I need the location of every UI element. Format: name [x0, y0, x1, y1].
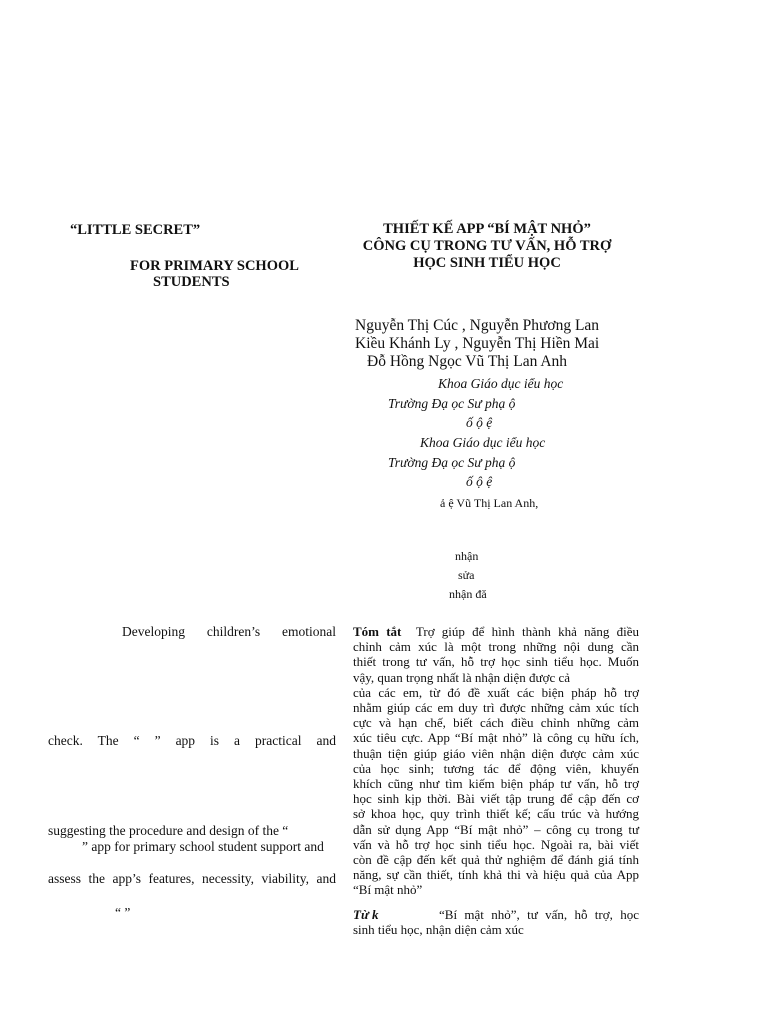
abstract-line-5: của các em, từ đó đề xuất các biện pháp hỗ trợ — [353, 684, 639, 700]
vietnamese-title-line-1: THIẾT KẾ APP “BÍ MẬT NHỎ” — [383, 221, 591, 237]
corresponding-author: ả ệ Vũ Thị Lan Anh, — [440, 496, 539, 510]
affiliation-line-3: ố ộ ệ — [466, 415, 493, 430]
abstract-label: Tóm tắt — [353, 624, 402, 639]
english-abstract-line-4: ” app for primary school student support and — [82, 839, 324, 854]
vietnamese-abstract — [353, 624, 639, 898]
abstract-line-2: chỉnh cảm xúc là một trong những nội dung cần — [353, 639, 639, 655]
abstract-line-9: thuận tiện giúp giáo viên nhận diện được cảm xúc — [353, 745, 639, 761]
abstract-line-18: “Bí mật nhỏ” — [353, 882, 423, 898]
affiliation-line-5: Trường Đạ ọc Sư phạ ộ — [388, 455, 516, 470]
vietnamese-title-line-2: CÔNG CỤ TRONG TƯ VẤN, HỖ TRỢ — [362, 238, 612, 254]
abstract-line-13: sở khoa học, quy trình thiết kế; cấu trúc và hướng — [353, 806, 639, 822]
keywords-line-2: sinh tiểu học, nhận diện cảm xúc — [353, 922, 524, 937]
english-title-line-1: “LITTLE SECRET” — [70, 222, 201, 238]
author-line-1: Nguyễn Thị Cúc , Nguyễn Phương Lan — [355, 317, 600, 334]
affiliation-line-1: Khoa Giáo dục iểu học — [438, 376, 564, 391]
affiliation-line-2: Trường Đạ ọc Sư phạ ộ — [388, 396, 516, 411]
english-title-line-3: STUDENTS — [153, 274, 230, 290]
received-date: nhận — [455, 549, 479, 563]
affiliation-line-4: Khoa Giáo dục iểu học — [420, 435, 546, 450]
abstract-line-7: cực và hạn chế, biết cách điều chỉnh những cảm — [353, 715, 639, 731]
accepted-date: nhận đă — [449, 587, 487, 601]
abstract-line — [353, 624, 639, 639]
abstract-line-11: khích cũng như tìm kiếm biện pháp tư vấn, hỗ trợ — [353, 776, 639, 792]
keywords-label: Từ k — [353, 907, 379, 922]
english-keywords-fragment: “ ” — [115, 905, 131, 920]
abstract-line-6: nhằm giúp các em duy trì được những cảm xúc tích — [353, 700, 639, 716]
abstract-line-12: học sinh kịp thời. Bài viết tập trung để cập đến cơ — [353, 791, 639, 807]
author-line-2: Kiều Khánh Ly , Nguyễn Thị Hiền Mai — [355, 335, 600, 352]
english-abstract-line-1: Developing children’s emotional — [122, 624, 336, 639]
abstract-line-4: vậy, quan trọng nhất là nhận diện được cả — [353, 669, 571, 685]
abstract-line-8: xúc tiêu cực. App “Bí mật nhỏ” là công cụ hữu ích, — [353, 730, 639, 746]
affiliation-line-6: ố ộ ệ — [466, 474, 493, 489]
abstract-line-17: năng, sự cần thiết, tính khả thi và hiệu quả của App — [353, 867, 639, 883]
english-abstract-line-3: suggesting the procedure and design of the “ — [48, 823, 289, 838]
abstract-line-3: thiết trong tư vấn, hỗ trợ học sinh tiểu học. Muốn — [353, 654, 639, 670]
english-abstract-line-2: check. The “ ” app is a practical and — [48, 733, 336, 748]
revised-date: sửa — [458, 568, 475, 582]
keywords-line-1: “Bí mật nhỏ”, tư vấn, hỗ trợ, học — [439, 907, 639, 922]
english-abstract-line-5: assess the app’s features, necessity, viability, and — [48, 871, 336, 886]
english-title-line-2: FOR PRIMARY SCHOOL — [130, 258, 299, 274]
abstract-line-16: còn đề cập đến kết quả thử nghiệm để đánh giá tính — [353, 852, 639, 868]
abstract-line-10: của học sinh; tương tác để động viên, khuyến — [353, 760, 639, 776]
vietnamese-title-line-3: HỌC SINH TIỂU HỌC — [413, 255, 561, 271]
abstract-line-1: Trợ giúp để hình thành khả năng điều — [415, 624, 639, 639]
author-line-3: Đỗ Hồng Ngọc Vũ Thị Lan Anh — [367, 353, 568, 370]
abstract-line-14: dẫn sử dụng App “Bí mật nhỏ” – công cụ trong tư — [353, 821, 639, 837]
abstract-line-15: vấn và hỗ trợ học sinh tiểu học. Ngoài ra, bài viết — [353, 836, 639, 852]
